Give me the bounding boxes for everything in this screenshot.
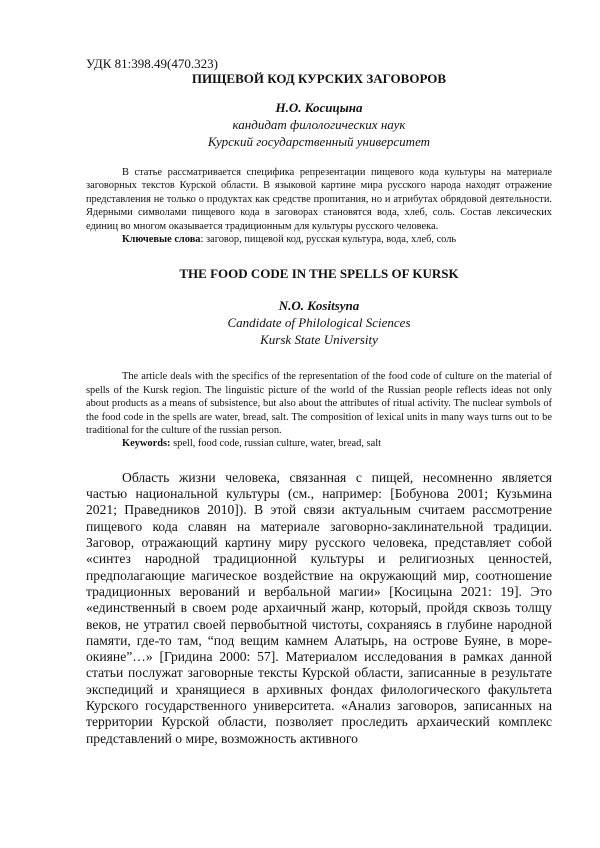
ru-keywords-label: Ключевые слова: [122, 234, 201, 245]
en-keywords: [86, 437, 552, 450]
en-author-block: [86, 297, 552, 348]
en-author-name: N.O. Kositsyna: [86, 297, 552, 314]
en-abstract: The article deals with the specifics of the representation of the food code of culture on the material of spells of the Kursk region. The linguistic picture of the world of the Russian people reflects ideas not only about products as a means of subsistence, but also about the attributes of ritual activity. The nuclear symbols of the food code in the spells are water, bread, salt. The composition of lexical units in many ways turns out to be traditional for the culture of the russian person.: [86, 370, 552, 437]
en-author-degree: Candidate of Philological Sciences: [86, 314, 552, 331]
ru-title: ПИЩЕВОЙ КОД КУРСКИХ ЗАГОВОРОВ: [86, 71, 552, 86]
article-page: [86, 56, 552, 747]
ru-author-block: [86, 99, 552, 150]
ru-author-degree: кандидат филологических наук: [86, 116, 552, 133]
ru-author-affiliation: Курский государственный университет: [86, 133, 552, 150]
body-paragraph: Область жизни человека, связанная с пищей, несомненно является частью национальной культуры (см., например: [Бобунова 2001; Кузьмина 2021; Праведников 2010]). В этой связи актуальным считаем рассмотрение пищевого кода славян на материале заговорно-заклинательной традиции. Заговор, отражающий картину миру русского человека, представляет собой «синтез народной традиционной культуры и религиозных ценностей, предполагающие магическое воздействие на окружающий мир, соотношение традиционных верований и вербальной магии» [Косицына 2021: 19]. Это «единственный в своем роде архаичный жанр, который, пройдя сквозь толщу веков, не утратил своей первобытной чистоты, сохраняясь в глубине народной памяти, где-то там, “под вещим камнем Алатырь, на острове Буяне, в море-окияне”…» [Гридина 2000: 57]. Материалом исследования в рамках данной статьи послужат заговорные тексты Курской области, записанные в результате экспедиций и хранящиеся в архивных фондах филологического факультета Курского государственного университета. «Анализ заговоров, записанных на территории Курской области, позволяет проследить архаический комплекс представлений о мире, возможность активного: [86, 470, 552, 747]
ru-author-name: Н.О. Косицына: [86, 99, 552, 116]
en-author-affiliation: Kursk State University: [86, 331, 552, 348]
ru-keywords: [86, 233, 552, 246]
en-keywords-label: Keywords:: [122, 438, 170, 449]
en-keywords-list: spell, food code, russian culture, water, bread, salt: [170, 438, 381, 449]
ru-keywords-list: : заговор, пищевой код, русская культура, вода, хлеб, соль: [201, 234, 457, 245]
en-title: THE FOOD CODE IN THE SPELLS OF KURSK: [86, 266, 552, 281]
ru-abstract: В статье рассматривается специфика репрезентации пищевого кода культуры на материале заговорных текстов Курской области. В языковой картине мира русского народа находят отражение представления не только о продуктах как средстве пропитания, но и атрибутах обрядовой деятельности. Ядерными символами пищевого кода в заговорах становятся вода, хлеб, соль. Состав лексических единиц во многом оказывается традиционным для культуры русского человека.: [86, 166, 552, 233]
udc-code: УДК 81:398.49(470.323): [86, 56, 552, 71]
